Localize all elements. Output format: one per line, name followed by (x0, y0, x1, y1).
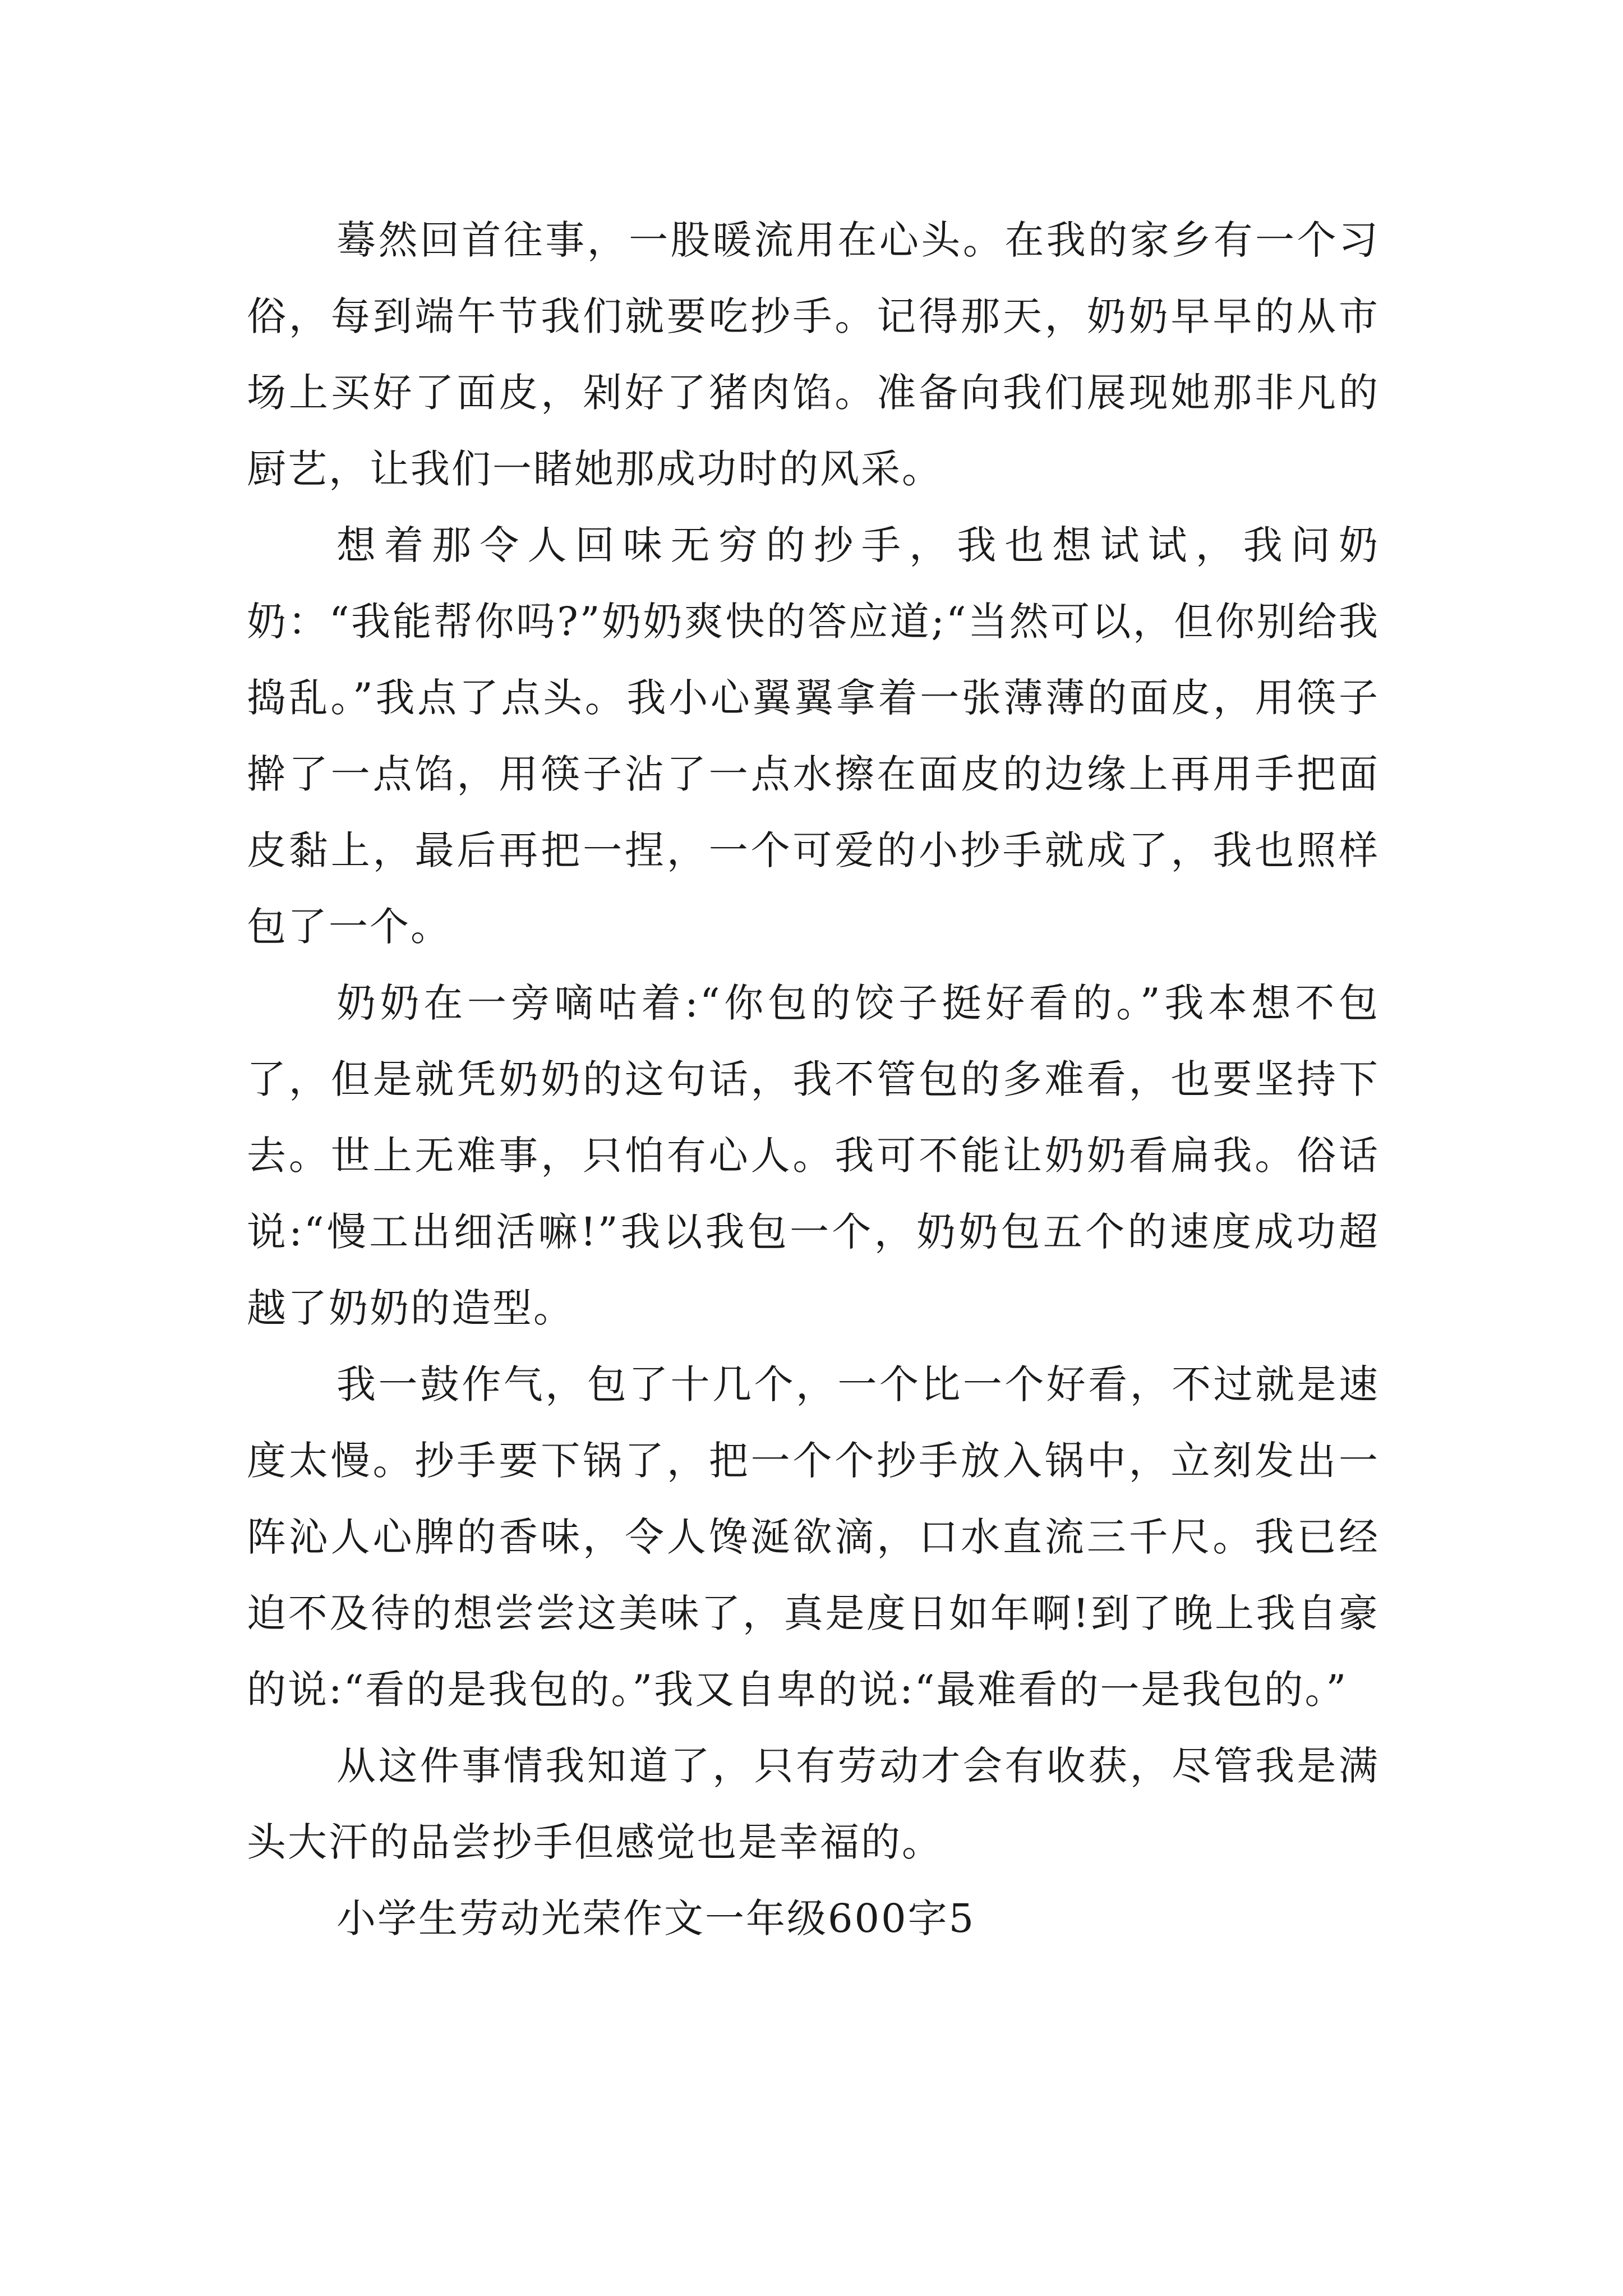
paragraph-1: 蓦然回首往事，一股暖流用在心头。在我的家乡有一个习俗，每到端午节我们就要吃抄手。记得那天，奶奶早早的从市场上买好了面皮，剁好了猪肉馅。准备向我们展现她那非凡的厨艺，让我们一睹她那成功时的风采。 (247, 217, 1380, 492)
paragraph-3: 奶奶在一旁嘀咕着:“你包的饺子挺好看的。”我本想不包了，但是就凭奶奶的这句话，我不管包的多难看，也要坚持下去。世上无难事，只怕有心人。我可不能让奶奶看扁我。俗话说:“慢工出细活嘛!”我以我包一个，奶奶包五个的速度成功超越了奶奶的造型。 (247, 980, 1380, 1331)
next-essay-title: 小学生劳动光荣作文一年级600字5 (336, 1895, 976, 1941)
paragraph-2: 想着那令人回味无穷的抄手，我也想试试，我问奶奶：“我能帮你吗?”奶奶爽快的答应道;“当然可以，但你别给我捣乱。”我点了点头。我小心翼翼拿着一张薄薄的面皮，用筷子擀了一点馅，用筷子沾了一点水擦在面皮的边缘上再用手把面皮黏上，最后再把一捏，一个可爱的小抄手就成了，我也照样包了一个。 (247, 522, 1380, 950)
paragraph-5: 从这件事情我知道了，只有劳动才会有收获，尽管我是满头大汗的品尝抄手但感觉也是幸福的。 (247, 1743, 1380, 1865)
document-body (247, 202, 1380, 1957)
paragraph-4: 我一鼓作气，包了十几个，一个比一个好看，不过就是速度太慢。抄手要下锅了，把一个个抄手放入锅中，立刻发出一阵沁人心脾的香味，令人馋涎欲滴，口水直流三千尺。我已经迫不及待的想尝尝这美味了，真是度日如年啊!到了晚上我自豪的说:“看的是我包的。”我又自卑的说:“最难看的一是我包的。” (247, 1361, 1380, 1713)
